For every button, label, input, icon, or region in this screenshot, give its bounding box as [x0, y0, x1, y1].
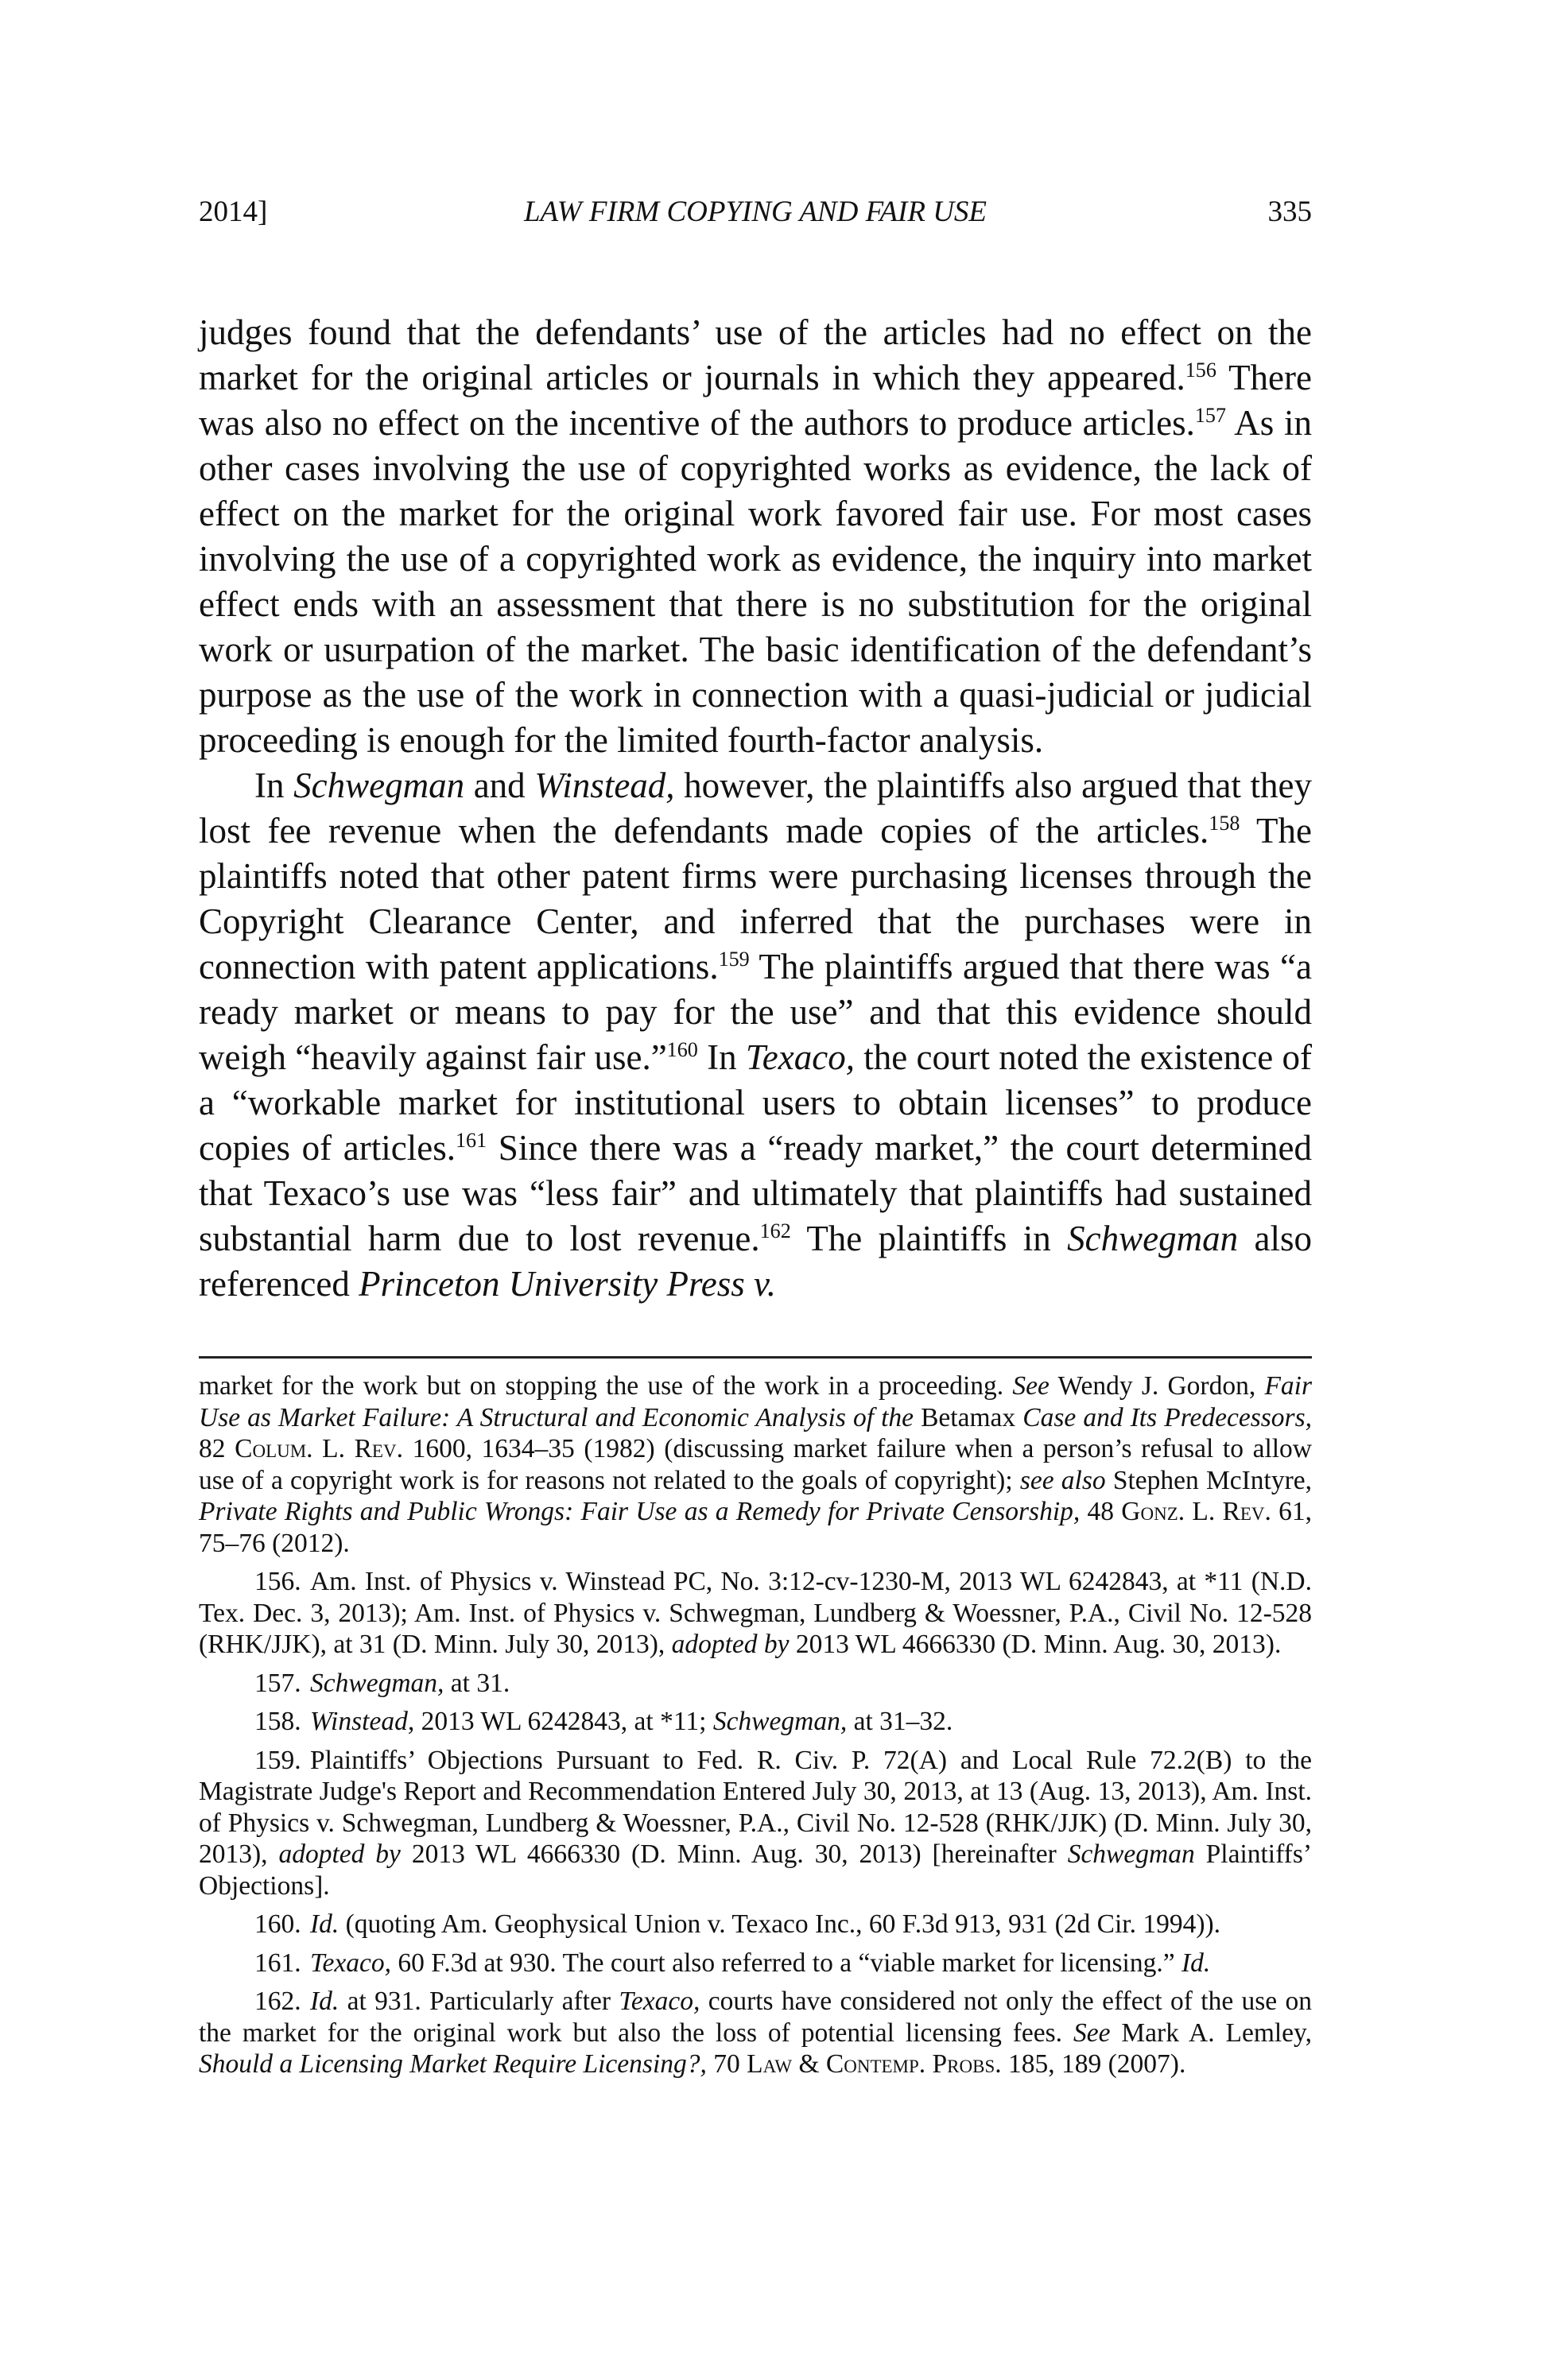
- article-title: Fair Use as Market Failure: A Structural and Economic Analysis of the: [199, 1371, 1312, 1432]
- footnote-ref: 156: [1185, 359, 1216, 382]
- text-run: 2013 WL 4666330 (D. Minn. Aug. 30, 2013) [hereinafter: [400, 1839, 1068, 1869]
- text-run: Since there was a “ready market,” the court determined that Texaco’s use was “less fair” and ultimately that plaintiffs had sustained substantial harm due to lost revenue.: [199, 1128, 1313, 1258]
- footnote-162: [199, 1986, 1312, 2080]
- footnote-number: 158.: [254, 1707, 301, 1736]
- article-title: Private Rights and Public Wrongs: Fair Use as a Remedy for Private Censorship,: [199, 1497, 1081, 1526]
- text-run: Stephen McIntyre,: [1105, 1465, 1312, 1495]
- running-header: [199, 195, 1312, 242]
- case-name: Schwegman,: [712, 1707, 848, 1736]
- text-run: 48: [1080, 1497, 1122, 1526]
- signal: Id.: [310, 1987, 340, 2016]
- text-run: 2013 WL 6242843, at *11;: [414, 1707, 713, 1736]
- case-name: Schwegman: [1067, 1839, 1195, 1869]
- signal: adopted by: [671, 1630, 790, 1659]
- footnote-160: [199, 1909, 1312, 1940]
- text-run: In: [697, 1037, 746, 1077]
- paragraph-market-effect: [199, 310, 1312, 763]
- text-run: courts have considered not only the effect of the use on the market for the original work but also the loss of potential licensing fees.: [199, 1987, 1313, 2048]
- text-run: (quoting Am. Geophysical Union v. Texaco Inc., 60 F.3d 913, 931 (2d Cir. 1994)).: [339, 1909, 1221, 1939]
- text-run: The plaintiffs noted that other patent firms were purchasing licenses through the Copyright Clearance Center, and inferred that the purchases were in connection with patent applications.: [199, 811, 1313, 986]
- main-text: [199, 310, 1312, 1307]
- text-run: at 931. Particularly after: [339, 1987, 619, 2016]
- footnote-divider: [199, 1356, 1312, 1359]
- text-run: the court noted the existence of a “workable market for institutional users to obtain licenses” to produce copies of articles.: [199, 1037, 1312, 1168]
- footnote-156: [199, 1566, 1312, 1661]
- case-name: Winstead,: [534, 766, 675, 805]
- text-run: 185, 189 (2007).: [1001, 2049, 1186, 2079]
- journal-name: Gonz. L. Rev.: [1121, 1497, 1271, 1526]
- volume-year: 2014]: [199, 196, 268, 228]
- text-run: Plaintiffs’ Objections].: [199, 1839, 1313, 1901]
- footnote-158: [199, 1706, 1312, 1738]
- footnote-ref: 161: [455, 1129, 487, 1152]
- signal: adopted by: [278, 1839, 401, 1869]
- text-run: at 31.: [444, 1668, 510, 1698]
- journal-name: Law & Contemp. Probs.: [747, 2049, 1002, 2079]
- footnote-number: 162.: [254, 1987, 301, 2016]
- footnote-ref: 157: [1194, 404, 1226, 427]
- case-name: Texaco,: [619, 1987, 700, 2016]
- text-run: also referenced: [199, 1219, 1312, 1304]
- article-title: Case and Its Predecessors,: [1022, 1402, 1312, 1432]
- text-run: market for the work but on stopping the use of the work in a proceeding.: [199, 1371, 1013, 1401]
- text-run: As in other cases involving the use of copyrighted works as evidence, the lack of effect on the market for the original work favored fair use. For most cases involving the use of a copyrighted work as evidence, the inquiry into market effect ends with an assessment that there is no substitution for the original work or usurpation of the market. The basic identification of the defendant’s purpose as the use of the work in connection with a quasi-judicial or judicial proceeding is enough for the limited fourth-factor analysis.: [199, 403, 1313, 760]
- case-name: Texaco,: [745, 1037, 855, 1077]
- text-run: 60 F.3d at 930. The court also referred to a “viable market for licensing.”: [391, 1948, 1181, 1978]
- text-run: 1600, 1634–35 (1982) (discussing market failure when a person’s refusal to allow use of a copyright work is for reasons not related to the goals of copyright);: [199, 1434, 1313, 1495]
- journal-name: Colum. L. Rev.: [235, 1434, 403, 1463]
- text-run: In: [254, 766, 294, 805]
- footnote-number: 160.: [254, 1909, 301, 1939]
- signal: Id.: [1181, 1948, 1211, 1978]
- signal: Id.: [310, 1909, 340, 1939]
- text-run: 70: [706, 2049, 747, 2079]
- text-run: Betamax: [914, 1402, 1023, 1432]
- text-run: Am. Inst. of Physics v. Winstead PC, No. 3:12-cv-1230-M, 2013 WL 6242843, at *11 (N.D. Tex. Dec. 3, 2013); Am. Inst. of Physics v. Schwegman, Lundberg & Woessner, P.A., Civil No. 12-528 (RHK/JJK), at 31 (D. Minn. July 30, 2013),: [199, 1567, 1312, 1659]
- footnote-ref: 160: [666, 1038, 698, 1061]
- footnote-159: [199, 1745, 1312, 1902]
- footnote-ref: 159: [718, 948, 750, 971]
- text-run: judges found that the defendants’ use of the articles had no effect on the market for the original articles or journals in which they appeared.: [199, 312, 1312, 397]
- page-number: 335: [1267, 196, 1312, 228]
- case-name: Texaco,: [310, 1948, 392, 1978]
- text-run: 2013 WL 4666330 (D. Minn. Aug. 30, 2013).: [789, 1630, 1282, 1659]
- footnote-ref: 158: [1209, 812, 1240, 835]
- text-run: 82: [199, 1434, 235, 1463]
- article-title: Should a Licensing Market Require Licensing?,: [199, 2049, 707, 2079]
- footnote-continued: [199, 1370, 1312, 1559]
- footnote-number: 159.: [254, 1745, 301, 1775]
- text-run: however, the plaintiffs also argued that they lost fee revenue when the defendants made copies of the articles.: [199, 766, 1312, 851]
- text-run: Mark A. Lemley,: [1110, 2018, 1313, 2048]
- running-title: LAW FIRM COPYING AND FAIR USE: [523, 196, 987, 228]
- footnote-157: [199, 1668, 1312, 1700]
- case-name: Schwegman: [1067, 1219, 1239, 1258]
- footnote-number: 161.: [254, 1948, 301, 1978]
- footnote-161: [199, 1948, 1312, 1979]
- case-name: Schwegman: [293, 766, 465, 805]
- case-name: Schwegman,: [310, 1668, 444, 1698]
- text-run: and: [464, 766, 535, 805]
- text-run: The plaintiffs argued that there was “a ready market or means to pay for the use” and that this evidence should weigh “heavily against fair use.”: [199, 947, 1312, 1077]
- signal: See: [1012, 1371, 1050, 1401]
- text-run: at 31–32.: [847, 1707, 953, 1736]
- paragraph-fee-revenue: [199, 763, 1312, 1307]
- footnote-number: 157.: [254, 1668, 301, 1698]
- footnotes: [199, 1370, 1312, 2087]
- text-run: The plaintiffs in: [790, 1219, 1068, 1258]
- text-run: There was also no effect on the incentive of the authors to produce articles.: [199, 358, 1312, 443]
- text-run: 61, 75–76 (2012).: [199, 1497, 1312, 1558]
- footnote-ref: 162: [759, 1219, 791, 1242]
- text-run: Plaintiffs’ Objections Pursuant to Fed. R. Civ. P. 72(A) and Local Rule 72.2(B) to the Magistrate Judge's Report and Recommendation Entered July 30, 2013, at 13 (Aug. 13, 2013), Am. Inst. of Physics v. Schwegman, Lundberg & Woessner, P.A., Civil No. 12-528 (RHK/JJK) (D. Minn. July 30, 2013),: [199, 1745, 1312, 1869]
- signal: See: [1073, 2018, 1111, 2048]
- footnote-number: 156.: [254, 1567, 301, 1596]
- text-run: Wendy J. Gordon,: [1049, 1371, 1265, 1401]
- case-name: Winstead,: [310, 1707, 415, 1736]
- case-name: Princeton University Press v.: [359, 1264, 776, 1304]
- signal: see also: [1019, 1465, 1106, 1495]
